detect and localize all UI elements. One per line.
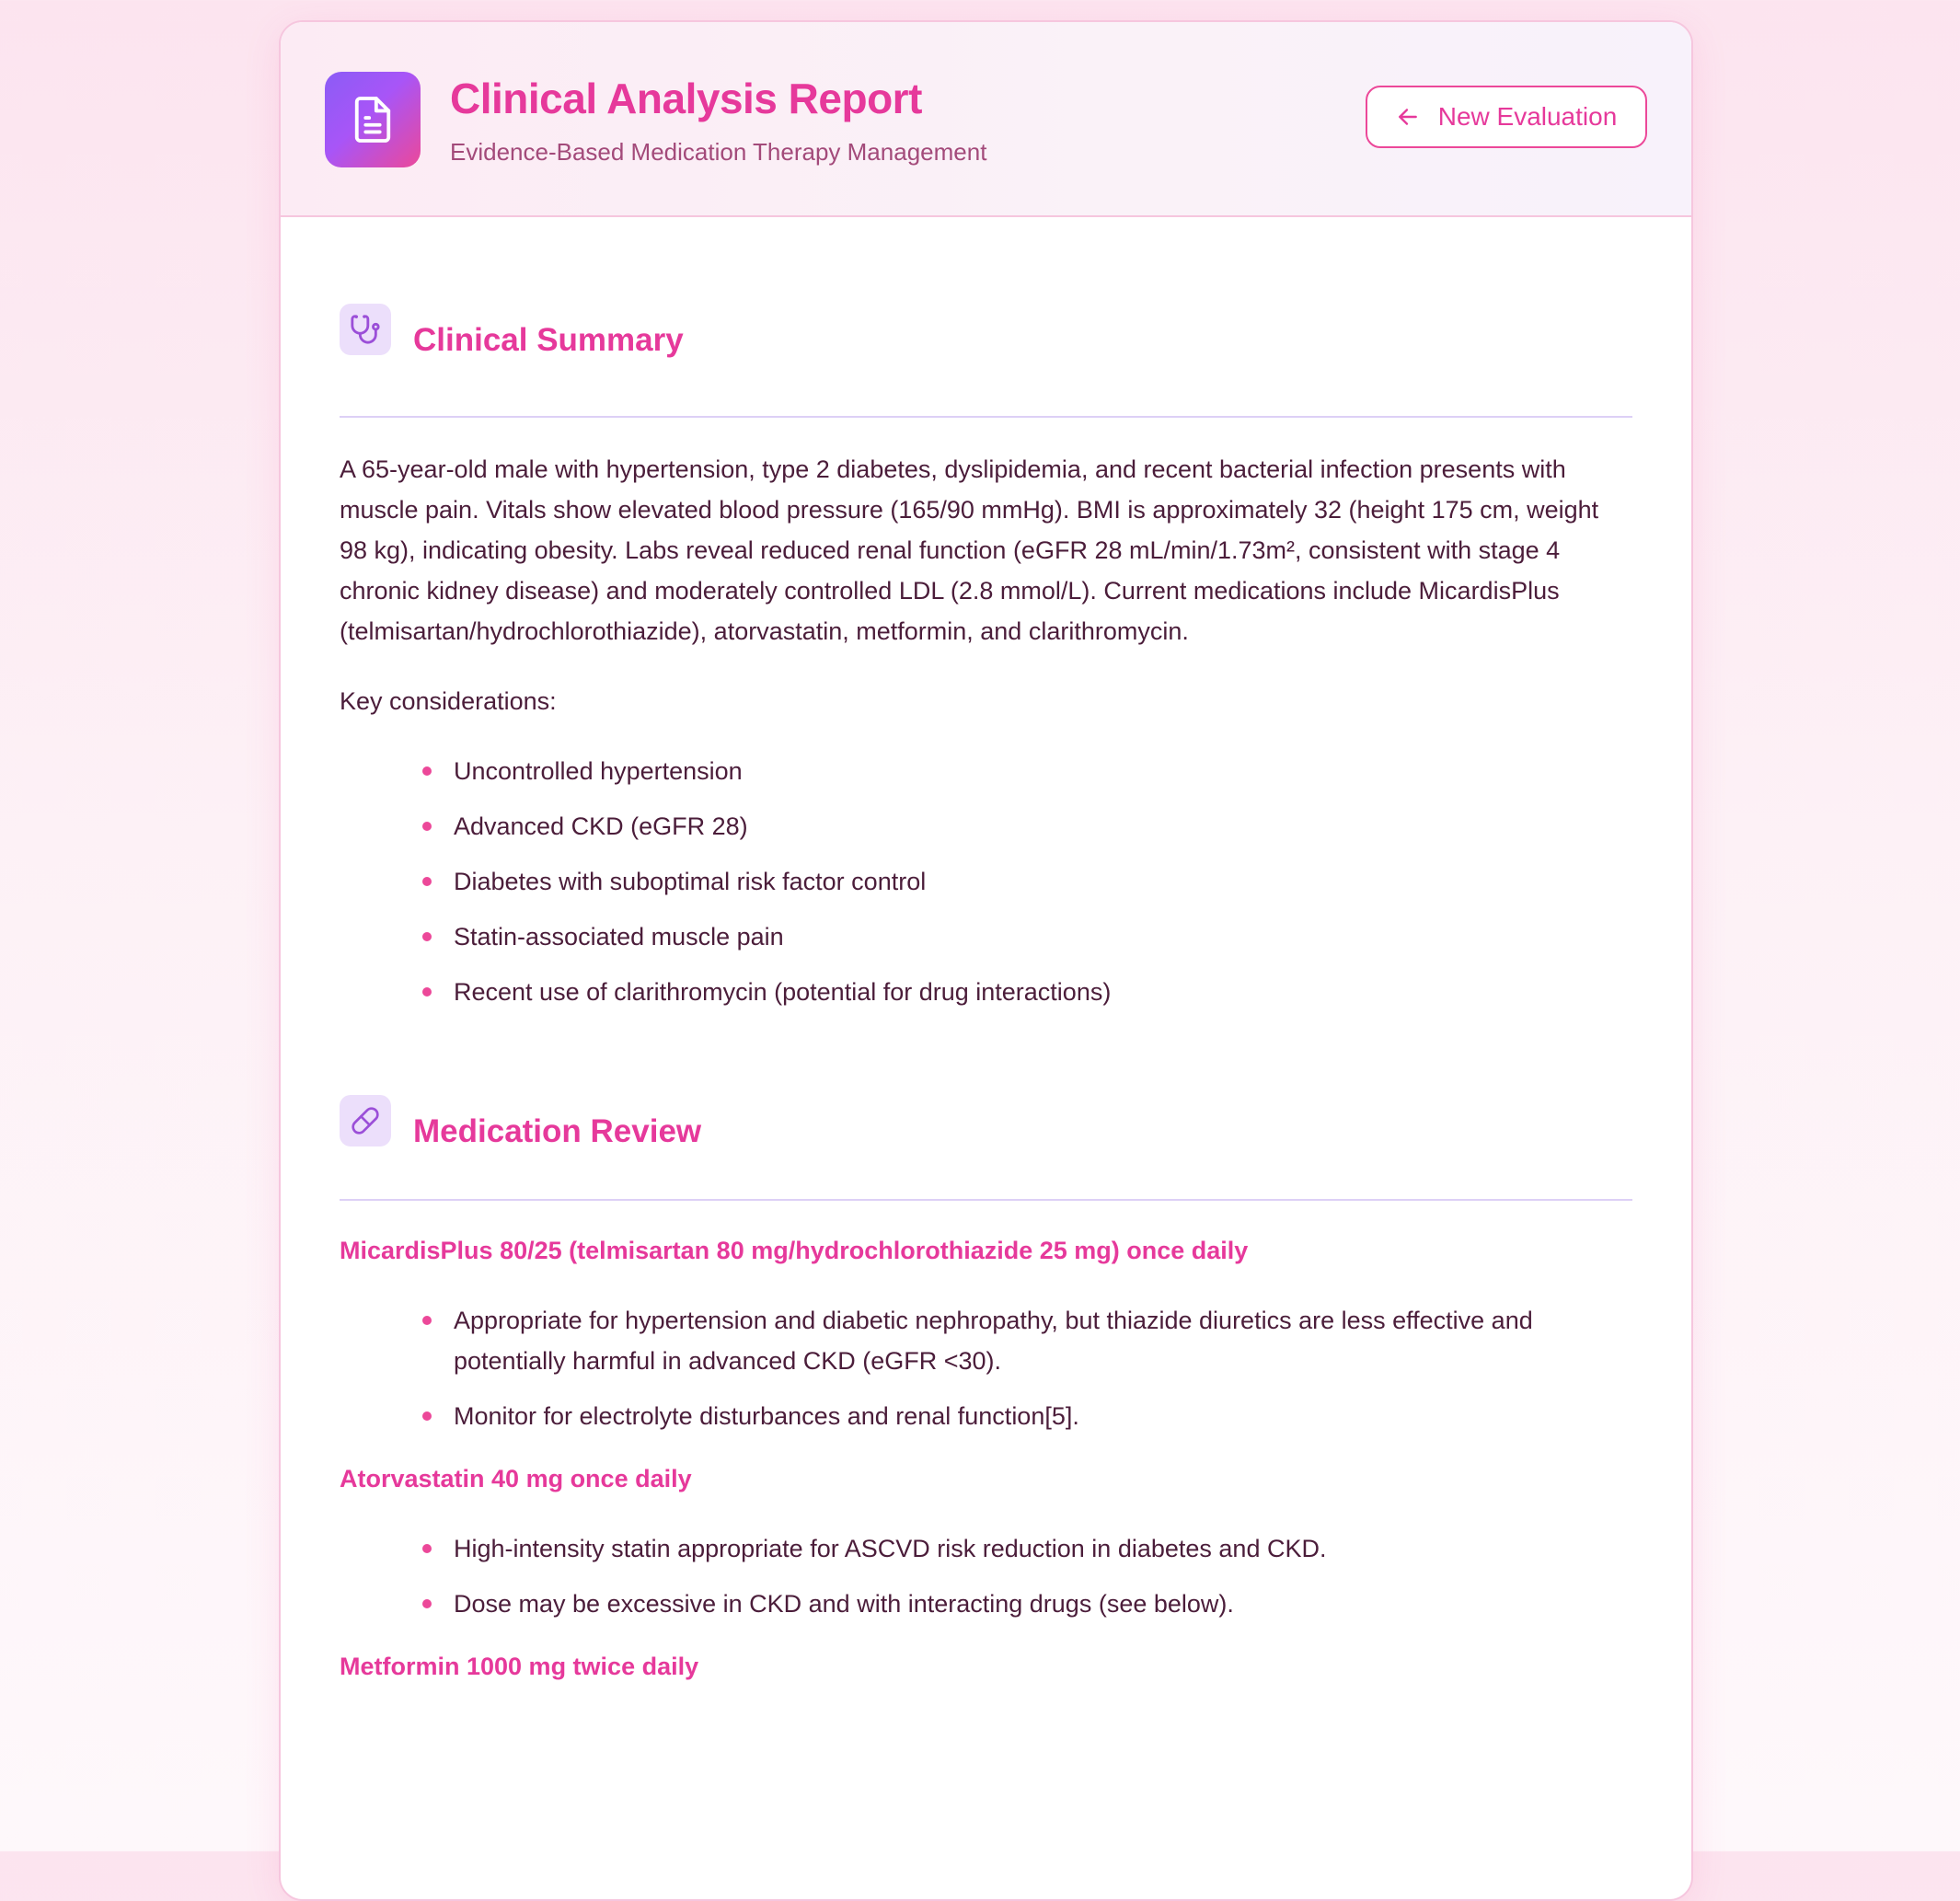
list-item: Monitor for electrolyte disturbances and renal function[5]. (454, 1396, 1632, 1436)
medication-heading: Atorvastatin 40 mg once daily (340, 1465, 692, 1492)
list-item: High-intensity statin appropriate for ASCVD risk reduction in diabetes and CKD. (454, 1528, 1632, 1569)
new-evaluation-label: New Evaluation (1437, 102, 1618, 131)
list-item: Statin-associated muscle pain (454, 916, 1632, 957)
medication-heading: MicardisPlus 80/25 (telmisartan 80 mg/hydrochlorothiazide 25 mg) once daily (340, 1237, 1249, 1264)
stethoscope-icon (350, 314, 381, 345)
list-item: Recent use of clarithromycin (potential for drug interactions) (454, 972, 1632, 1012)
report-card (279, 20, 1693, 1901)
clinical-summary-header (340, 304, 1632, 418)
medication-notes-list (340, 1300, 1632, 1436)
key-considerations-label: Key considerations: (340, 687, 557, 715)
page-subtitle: Evidence-Based Medication Therapy Management (450, 138, 987, 166)
medication-heading: Metformin 1000 mg twice daily (340, 1653, 699, 1680)
key-considerations-list (340, 751, 1632, 1012)
list-item: Uncontrolled hypertension (454, 751, 1632, 791)
list-item: Diabetes with suboptimal risk factor control (454, 861, 1632, 902)
medication-notes-list (340, 1528, 1632, 1624)
clinical-summary-icon-box (340, 304, 391, 355)
medication-review-title: Medication Review (413, 1113, 702, 1149)
arrow-left-icon (1396, 105, 1420, 129)
pill-icon (351, 1106, 380, 1135)
list-item: Advanced CKD (eGFR 28) (454, 806, 1632, 847)
clinical-summary-paragraph: A 65-year-old male with hypertension, type 2 diabetes, dyslipidemia, and recent bacterial infection presents with muscle pain. Vitals show elevated blood pressure (165/90 mmHg). BMI is approximately 32 (height 175 cm, weight 98 kg), indicating obesity. Labs reveal reduced renal function (eGFR 28 mL/min/1.73m², consistent with stage 4 chronic kidney disease) and moderately controlled LDL (2.8 mmol/L). Current medications include MicardisPlus (telmisartan/hydrochlorothiazide), atorvastatin, metformin, and clarithromycin. (340, 455, 1599, 645)
new-evaluation-button[interactable] (1366, 86, 1647, 148)
page-title: Clinical Analysis Report (450, 75, 922, 122)
medication-review-header (340, 1095, 1632, 1201)
medication-review-icon-box (340, 1095, 391, 1146)
clinical-summary-title: Clinical Summary (413, 322, 684, 358)
list-item: Dose may be excessive in CKD and with interacting drugs (see below). (454, 1584, 1632, 1624)
document-icon (352, 97, 394, 143)
report-header (281, 22, 1691, 217)
report-logo (325, 72, 421, 167)
report-content (340, 215, 1632, 1685)
list-item: Appropriate for hypertension and diabetic nephropathy, but thiazide diuretics are less effective and potentially harmful in advanced CKD (eGFR <30). (454, 1300, 1632, 1381)
